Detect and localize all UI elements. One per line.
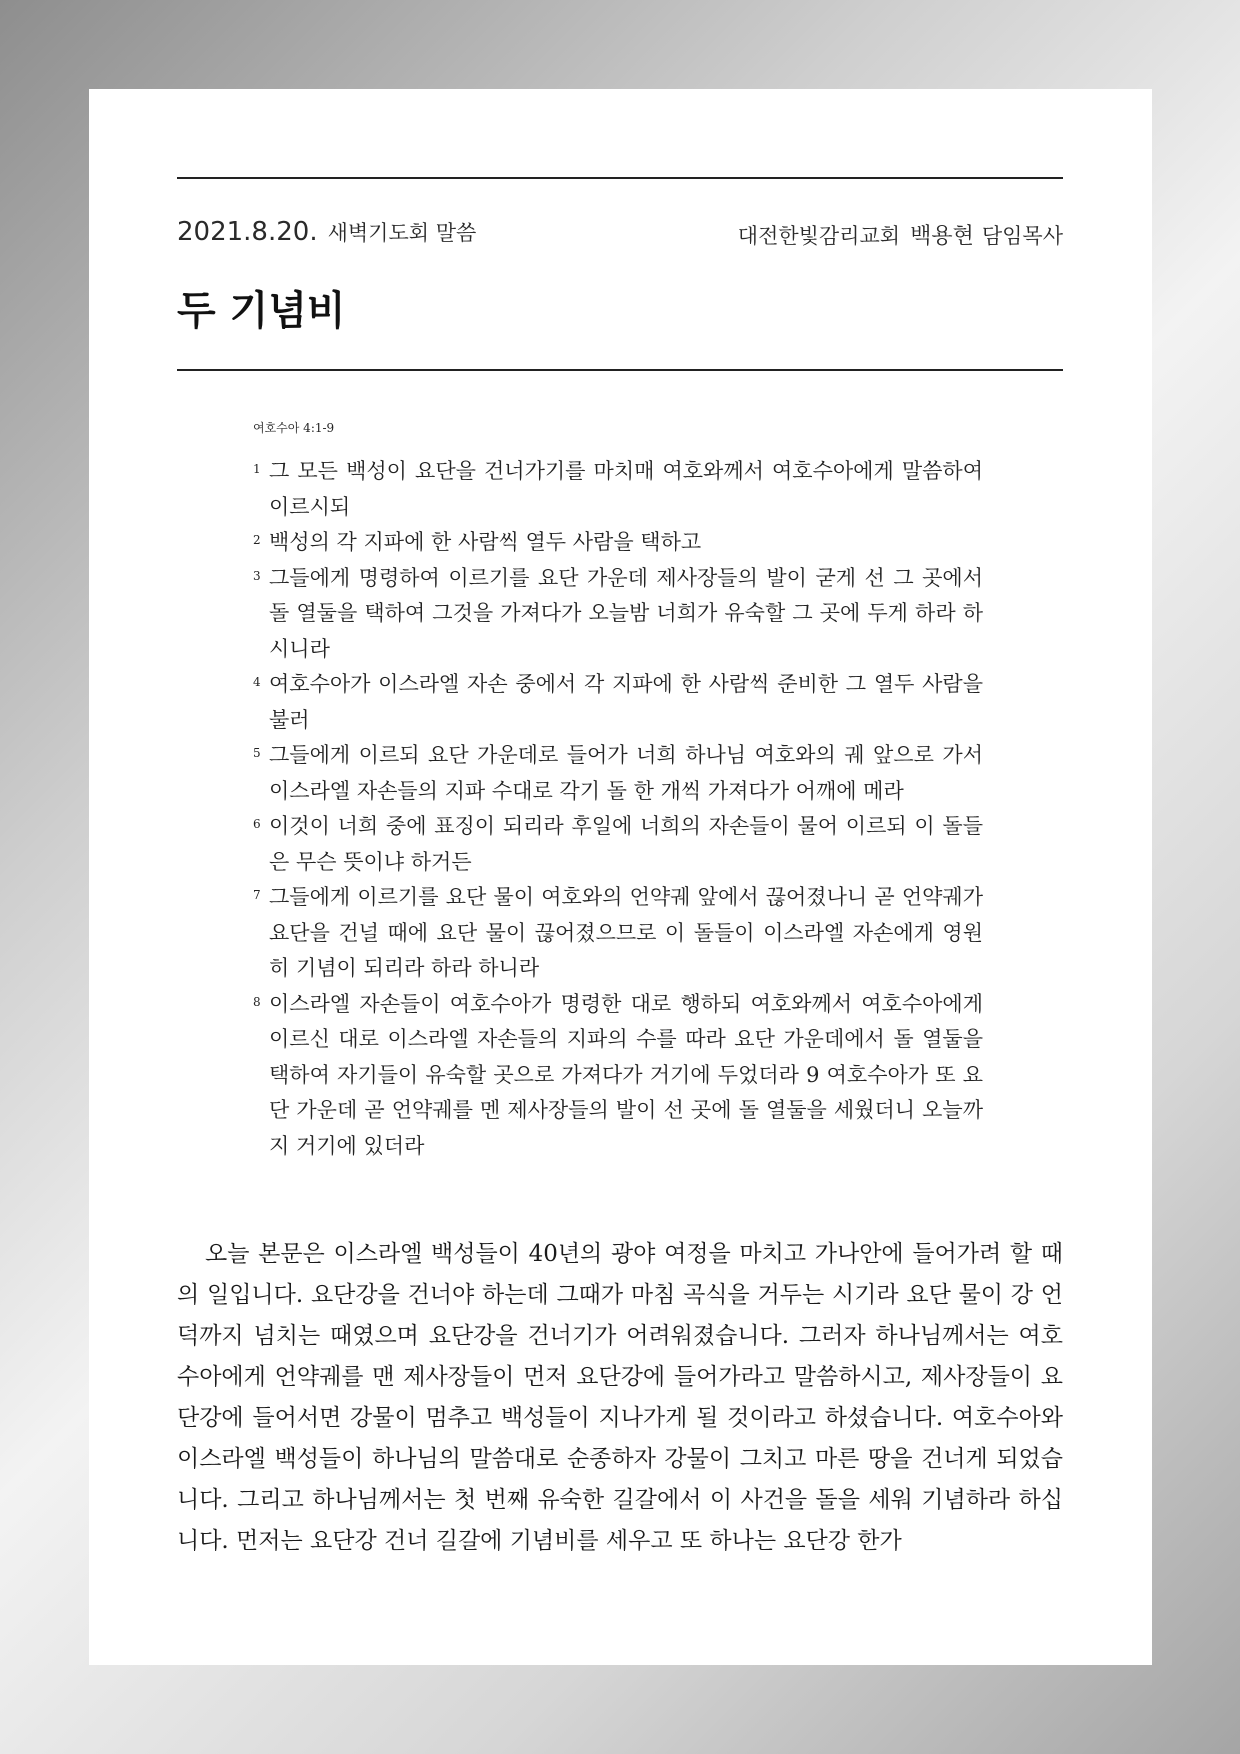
verse-text: 백성의 각 지파에 한 사람씩 열두 사람을 택하고 (269, 530, 702, 554)
header-church-line (738, 219, 1063, 250)
verse-number: 4 (253, 675, 261, 689)
verse-item (253, 561, 983, 668)
verse-list (253, 454, 983, 1164)
verse-item (253, 525, 983, 561)
verse-item (253, 987, 983, 1165)
verse-number: 6 (253, 817, 261, 831)
sermon-paragraph: 오늘 본문은 이스라엘 백성들이 40년의 광야 여정을 마치고 가나안에 들어가려 할 때의 일입니다. 요단강을 건너야 하는데 그때가 마침 곡식을 거두는 시기라 요단 물이 강 언덕까지 넘치는 때였으며 요단강을 건너기가 어려워졌습니다. 그러자 하나님께서는 여호수아에게 언약궤를 맨 제사장들이 먼저 요단강에 들어가라고 말씀하시고, 제사장들이 요단강에 들어서면 강물이 멈추고 백성들이 지나가게 될 것이라고 하셨습니다. 여호수아와 이스라엘 백성들이 하나님의 말씀대로 순종하자 강물이 그치고 마른 땅을 건너게 되었습니다. 그리고 하나님께서는 첫 번째 유숙한 길갈에서 이 사건을 돌을 세워 기념하라 하십니다. 먼저는 요단강 건너 길갈에 기념비를 세우고 또 하나는 요단강 한가 (177, 1241, 1063, 1554)
verse-item (253, 667, 983, 738)
scripture-block (253, 419, 983, 1164)
page-title: 두 기념비 (177, 288, 346, 334)
verse-text: 그들에게 이르기를 요단 물이 여호와의 언약궤 앞에서 끊어졌나니 곧 언약궤가 요단을 건널 때에 요단 물이 끊어졌으므로 이 돌들이 이스라엘 자손에게 영원히 기념이 되리라 하라 하니라 (269, 885, 983, 980)
church-name: 대전한빛감리교회 (737, 224, 901, 248)
verse-number: 2 (253, 533, 261, 547)
verse-number: 8 (253, 994, 261, 1009)
verse-text: 여호수아가 이스라엘 자손 중에서 각 지파에 한 사람씩 준비한 그 열두 사람을 불러 (269, 672, 983, 732)
verse-item (253, 454, 983, 525)
pastor-role: 담임목사 (981, 224, 1063, 248)
verse-text: 이것이 너희 중에 표징이 되리라 후일에 너희의 자손들이 물어 이르되 이 돌들은 무슨 뜻이냐 하거든 (269, 814, 983, 874)
verse-text: 그들에게 이르되 요단 가운데로 들어가 너희 하나님 여호와의 궤 앞으로 가서 이스라엘 자손들의 지파 수대로 각기 돌 한 개씩 가져다가 어깨에 메라 (269, 743, 983, 803)
header-date-line (177, 217, 476, 247)
scripture-reference: 여호수아 4:1-9 (253, 421, 335, 435)
verse-number: 5 (253, 746, 261, 760)
sermon-date: 2021.8.20. (177, 217, 318, 247)
verse-item (253, 738, 983, 809)
verse-text: 그들에게 명령하여 이르기를 요단 가운데 제사장들의 발이 굳게 선 그 곳에서 돌 열둘을 택하여 그것을 가져다가 오늘밤 너희가 유숙할 그 곳에 두게 하라 하시니라 (269, 565, 983, 661)
header-top-rule (177, 177, 1063, 179)
verse-number: 7 (253, 888, 261, 902)
verse-text: 이스라엘 자손들이 여호수아가 명령한 대로 행하되 여호와께서 여호수아에게 이르신 대로 이스라엘 자손들의 지파의 수를 따라 요단 가운데에서 돌 열둘을 택하여 자기들이 유숙할 곳으로 가져다가 거기에 두었더라 9 여호수아가 또 요단 가운데 곧 언약궤를 멘 제사장들의 발이 선 곳에 돌 열둘을 세웠더니 오늘까지 거기에 있더라 (269, 991, 983, 1158)
verse-number: 3 (253, 568, 261, 583)
service-name: 새벽기도회 말씀 (327, 221, 477, 245)
verse-number: 1 (253, 462, 261, 476)
verse-item (253, 809, 983, 880)
verse-text: 그 모든 백성이 요단을 건너가기를 마치매 여호와께서 여호수아에게 말씀하여 이르시되 (269, 459, 983, 519)
pastor-name: 백용현 (910, 224, 974, 249)
document-page (89, 89, 1152, 1665)
header-bottom-rule (177, 369, 1063, 371)
verse-item (253, 880, 983, 987)
